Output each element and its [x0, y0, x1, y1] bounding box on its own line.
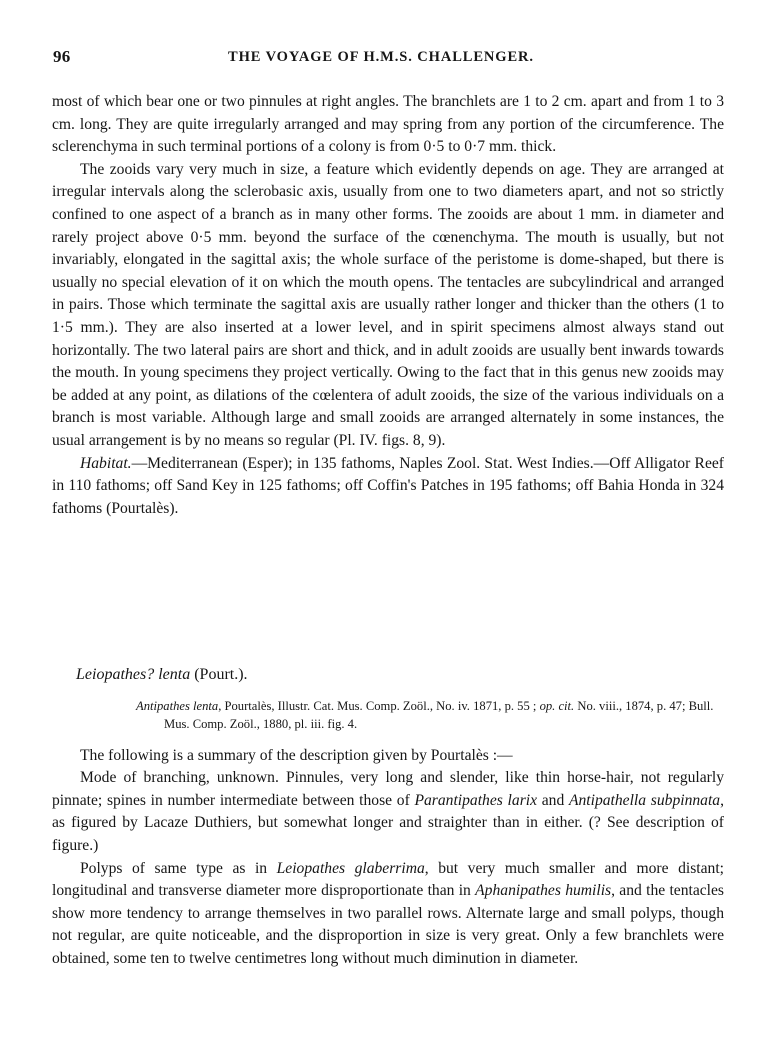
species-ref-antipathella: Antipathella subpinnata — [568, 791, 721, 809]
synonym-citation-2: No. viii., 1874, p. 47; Bull. Mus. Comp. Zoöl., 1880, pl. iii. fig. 4. — [164, 698, 714, 731]
synonymy-reference — [52, 697, 724, 733]
running-title: THE VOYAGE OF H.M.S. CHALLENGER. — [228, 49, 534, 65]
habitat-paragraph — [52, 453, 724, 521]
polyps-text-1: Polyps of same type as in — [80, 859, 277, 877]
paragraph-branching — [52, 767, 724, 857]
polyps-text-3: , and the tentacles show more tendency to arrange themselves in two parallel rows. Alternate large and small polyps, though not regular, are quite noticeable, and the disproportion in size is very great. Only a few branchlets were obtained, some ten to twelve centimetres long without much diminution in diameter. — [52, 882, 724, 967]
description-continued — [52, 91, 724, 520]
habitat-text: —Mediterranean (Esper); in 135 fathoms, Naples Zool. Stat. West Indies.—Off Alligator Reef in 110 fathoms; off Sand Key in 125 fathoms; off Coffin's Patches in 195 fathoms; off Bahia Honda in 324 fathoms (Pourtalès). — [52, 454, 724, 517]
habitat-label: Habitat. — [80, 454, 132, 472]
species-ref-leiopathes: Leiopathes glaberrima — [276, 859, 425, 877]
summary-intro: The following is a summary of the description given by Pourtalès :— — [80, 746, 513, 764]
species-ref-aphanipathes: Aphanipathes humilis — [475, 882, 612, 900]
species-ref-parantipathes: Parantipathes larix — [414, 791, 538, 809]
species-author: (Pourt.). — [190, 666, 248, 683]
species-section — [52, 664, 724, 971]
species-heading — [76, 664, 724, 687]
page-number: 96 — [53, 47, 71, 66]
branching-text-2: and — [537, 791, 569, 809]
paragraph-branchlets: most of which bear one or two pinnules at right angles. The branchlets are 1 to 2 cm. apart and from 1 to 3 cm. long. They are quite irregularly arranged and may spring from any portion of the circumference. The sclerenchyma in such terminal portions of a colony is from 0·5 to 0·7 mm. thick. — [52, 93, 724, 156]
synonym-citation-1: , Pourtalès, Illustr. Cat. Mus. Comp. Zoöl., No. iv. 1871, p. 55 ; — [218, 698, 540, 713]
paragraph-polyps — [52, 858, 724, 971]
synonym-op-cit: op. cit. — [539, 698, 575, 713]
polyps-text-2: , but very much smaller and more distant; longitudinal and transverse diameter more disproportionate than in — [52, 859, 724, 900]
paragraph-zooids: The zooids vary very much in size, a feature which evidently depends on age. They are arranged at irregular intervals along the sclerobasic axis, usually from one to two diameters apart, and not so strictly confined to one aspect of a branch as in many other forms. The zooids are about 1 mm. in diameter and rarely project above 0·5 mm. beyond the surface of the cœnenchyma. The mouth is usually, but not invariably, elongated in the sagittal axis; the whole surface of the peristome is dome-shaped, but there is usually no special elevation of it on which the mouth opens. The tentacles are subcylindrical and arranged in pairs. Those which terminate the sagittal axis are usually rather longer and thicker than the others (1 to 1·5 mm.). They are also inserted at a lower level, and in spirit specimens almost always stand out horizontally. The two lateral pairs are short and thick, and in adult zooids are usually bent inwards towards the mouth. In young specimens they project vertically. Owing to the fact that in this genus new zooids may be added at any point, as dilations of the cœlentera of adult zooids, the size of the various individuals on a branch is most variable. Although large and small zooids are arranged alternately in some instances, the usual arrangement is by no means so regular (Pl. IV. figs. 8, 9). — [52, 160, 724, 449]
species-name: Leiopathes? lenta — [76, 666, 191, 683]
synonym-name: Antipathes lenta — [136, 698, 219, 713]
branching-text-1: Mode of branching, unknown. Pinnules, very long and slender, like thin horse-hair, not regularly pinnate; spines in number intermediate between those of — [52, 769, 724, 809]
branching-text-3: , as figured by Lacaze Duthiers, but somewhat longer and straighter than in either. (? See description of figure.) — [52, 791, 724, 854]
